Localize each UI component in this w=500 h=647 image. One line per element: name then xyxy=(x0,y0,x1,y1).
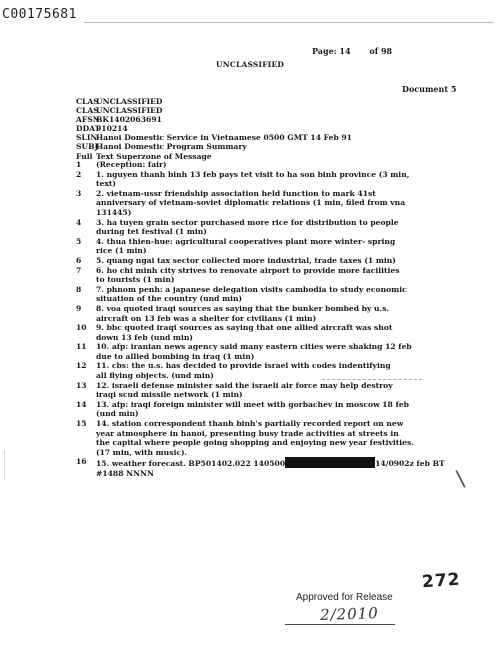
entry-text: 13. afp: iraqi foreign minister will meet with gorbachev in moscow 18 feb (und min) xyxy=(96,399,409,419)
message-entry xyxy=(76,381,496,400)
entry-line-number: 6 xyxy=(76,255,82,265)
message-entry xyxy=(76,361,496,380)
entry-text: 10. afp: iranian news agency said many eastern cities were shaking 12 feb due to allied bombing in iraq (1 min) xyxy=(96,342,412,361)
field-value: UNCLASSIFIED xyxy=(96,97,163,106)
entry-text: 1. nguyen thanh binh 13 feb pays tet visit to ha son binh province (3 min, text) xyxy=(96,169,410,189)
field-key: AFSN xyxy=(76,115,100,125)
weather-forecast-text: 15. weather forecast. BP501402.022 140500 xyxy=(96,459,286,469)
message-entries xyxy=(76,160,496,479)
entry-line-number: 12 xyxy=(76,361,87,371)
field-key: SLIN xyxy=(76,133,98,143)
entry-text: 4. thua thien-hue: agricultural cooperatives plant more winter- spring rice (1 min) xyxy=(96,236,396,256)
message-entry xyxy=(76,419,496,457)
entry-line-number: 4 xyxy=(76,217,82,227)
handwritten-page-number: 272 xyxy=(421,569,462,593)
entry-text: 9. bbc quoted iraqi sources as saying that one allied aircraft was shot down 13 feb (und min) xyxy=(96,323,393,342)
message-entry xyxy=(76,285,496,304)
page-number: 14 xyxy=(339,46,351,56)
classification-header: UNCLASSIFIED xyxy=(216,60,285,69)
header-field-row xyxy=(76,124,486,133)
page-indicator xyxy=(312,46,392,56)
entry-line-number: 13 xyxy=(76,380,87,390)
message-entry xyxy=(76,400,496,419)
approved-for-release-label: Approved for Release xyxy=(296,592,393,603)
field-key: Full xyxy=(76,151,93,161)
entry-text: (Reception: fair) xyxy=(96,160,167,169)
header-rule xyxy=(84,22,494,23)
entry-text: 14. station correspondent thanh binh's partially recorded report on new year atmosphere in hanoi, presenting busy trade activities at streets in the capital where people going shopping and enjoying new year festivities. (17 min, with music). xyxy=(96,419,414,457)
entry-line-number: 8 xyxy=(76,284,82,294)
entry-line-number: 7 xyxy=(76,265,82,275)
header-field-row xyxy=(76,133,486,142)
message-entry xyxy=(76,218,496,237)
of-label: of xyxy=(369,46,379,56)
entry-text: 5. quang ngai tax sector collected more industrial, trade taxes (1 min) xyxy=(96,255,396,265)
field-key: SUBJ xyxy=(76,142,99,152)
message-entry xyxy=(76,266,496,285)
field-value: 910214 xyxy=(96,124,128,134)
message-entry-last xyxy=(76,457,496,478)
entry-line-number: 3 xyxy=(76,188,82,198)
entry-line-number: 11 xyxy=(76,342,87,352)
page-total: 98 xyxy=(380,46,393,56)
document-id: C00175681 xyxy=(2,7,77,22)
message-entry xyxy=(76,160,496,170)
field-key: CLAS xyxy=(76,97,99,106)
message-entry xyxy=(76,189,496,218)
approval-underline xyxy=(285,624,395,625)
entry-line-number: 10 xyxy=(76,323,87,333)
entry-text: 2. vietnam-ussr friendship association held function to mark 41st anniversary of vietnam-soviet diplomatic relations (1 min, filed from vna 131445) xyxy=(96,188,406,217)
header-field-row xyxy=(76,97,486,106)
entry-line-number: 1 xyxy=(76,160,82,169)
message-end-code: #1488 NNNN xyxy=(96,469,154,478)
entry-text: 12. israeli defense minister said the israeli air force may help destroy iraqi scud missile network (1 min) xyxy=(96,380,393,400)
entry-line-number: 15 xyxy=(76,419,87,429)
field-value: Hanoi Domestic Service in Vietnamese 0500 GMT 14 Feb 91 xyxy=(96,133,352,143)
header-field-row xyxy=(76,106,486,115)
field-key: CLAS xyxy=(76,106,99,116)
transmission-time: 14/0902z feb BT xyxy=(375,459,445,469)
entry-text xyxy=(96,457,496,478)
field-key: DDAT xyxy=(76,124,101,134)
entry-line-number: 16 xyxy=(76,457,87,467)
field-value: BK1402063691 xyxy=(96,115,162,125)
message-entry xyxy=(76,323,496,342)
field-value: UNCLASSIFIED xyxy=(96,106,163,116)
header-field-row xyxy=(76,142,486,151)
message-entry xyxy=(76,170,496,189)
field-value: Hanoi Domestic Program Summary xyxy=(96,142,247,152)
entry-line-number: 14 xyxy=(76,399,87,409)
entry-text: 6. ho chi minh city strives to renovate airport to provide more facilities to tourists (1 min) xyxy=(96,265,400,285)
faint-dashed-line xyxy=(322,379,422,380)
entry-text: 7. phnom penh: a japanese delegation visits cambodia to study economic situation of the country (und min) xyxy=(96,284,407,304)
approved-date: 2/2010 xyxy=(319,603,380,625)
header-field-row xyxy=(76,115,486,124)
page-label: Page: xyxy=(312,46,337,56)
entry-text: 3. ha tuyen grain sector purchased more rice for distribution to people during tet festival (1 min) xyxy=(96,217,399,237)
redaction-block xyxy=(285,457,375,468)
message-header-fields xyxy=(76,97,486,161)
message-entry xyxy=(76,237,496,256)
message-entry xyxy=(76,342,496,361)
entry-text: 8. voa quoted iraqi sources as saying that the bunker bombed by u.s. aircraft on 13 feb was a shelter for civilians (1 min) xyxy=(96,303,390,323)
entry-line-number: 9 xyxy=(76,303,82,313)
margin-mark xyxy=(4,450,5,480)
entry-line-number: 2 xyxy=(76,169,82,179)
message-entry xyxy=(76,304,496,323)
document-number: Document 5 xyxy=(402,84,457,94)
entry-text: 11. cbs: the u.s. has decided to provide israel with codes indentifying all flying objects. (und min) xyxy=(96,361,391,381)
message-entry xyxy=(76,256,496,266)
handwritten-bracket-mark: \ xyxy=(454,466,467,493)
entry-line-number: 5 xyxy=(76,236,82,246)
field-value: Text Superzone of Message xyxy=(96,151,212,161)
